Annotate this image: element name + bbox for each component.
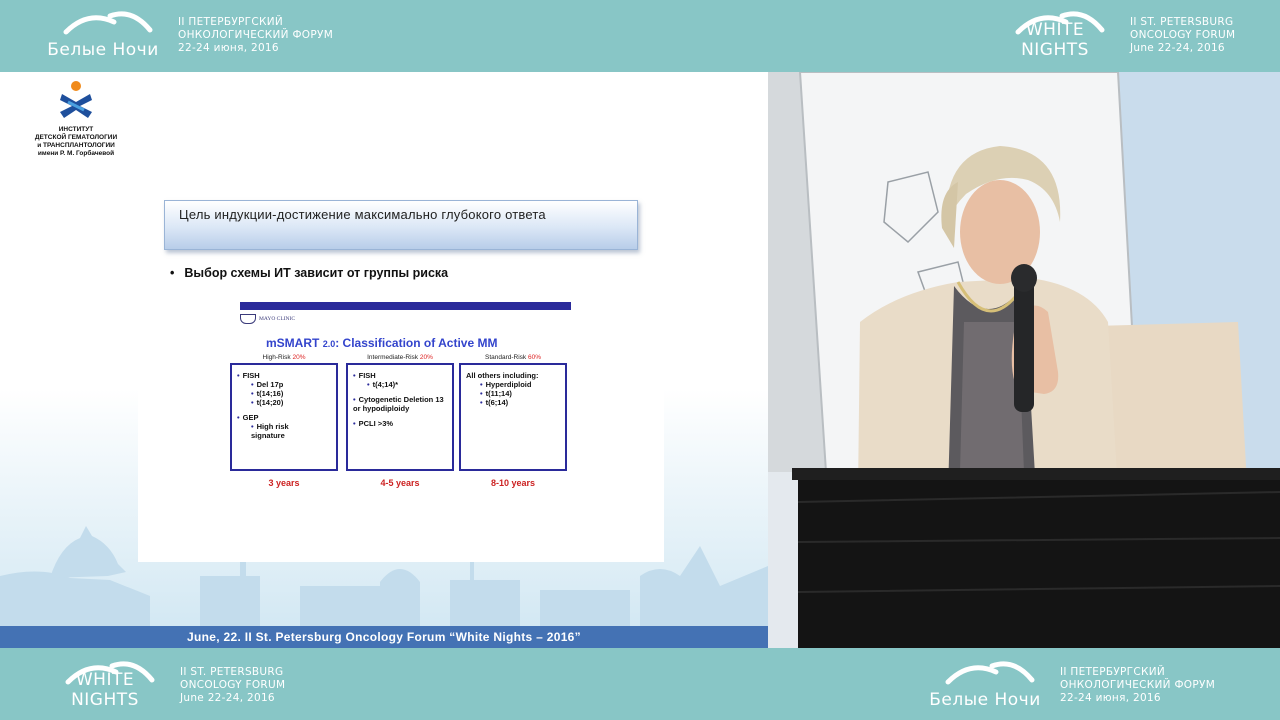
logo-belye-nochi-top [38, 6, 333, 62]
risk-header [230, 354, 338, 362]
risk-subitem-text: t(6;14) [485, 398, 509, 407]
institute-emblem-icon [54, 80, 98, 124]
risk-subitem-text: t(14;16) [256, 389, 284, 398]
risk-header [346, 354, 454, 362]
risk-subitem-text: t(4;14)* [372, 380, 399, 389]
risk-box [230, 363, 338, 471]
risk-subitem-text: Del 17p [256, 380, 284, 389]
logo-line: ОНКОЛОГИЧЕСКИЙ ФОРУМ [1060, 679, 1216, 691]
logo-white-nights-top [990, 6, 1235, 62]
risk-subitem: • t(11;14) [480, 389, 512, 398]
risk-subitem-text: t(11;14) [485, 389, 512, 398]
risk-column-high [230, 354, 338, 488]
slide-content [138, 200, 664, 562]
logo-brand: WHITE NIGHTS [71, 670, 139, 710]
institute-logo [20, 80, 132, 158]
risk-subitem: • Hyperdiploid [480, 380, 532, 389]
risk-subitem: • t(14;20) [251, 398, 284, 407]
bullet-item: • Выбор схемы ИТ зависит от группы риска [170, 266, 449, 280]
wave-icon [38, 6, 168, 42]
risk-subitem: • t(14;16) [251, 389, 284, 398]
logo-mark [990, 6, 1120, 62]
risk-header [459, 354, 567, 362]
logo-info [180, 666, 285, 705]
risk-item: • FISH [237, 371, 260, 380]
figure-title-main: mSMART [266, 336, 320, 350]
logo-info [178, 16, 333, 55]
logo-brand: Белые Ночи [47, 40, 159, 60]
risk-item-text: GEP [242, 413, 259, 422]
speaker-illustration-icon [768, 72, 1280, 648]
top-banner [0, 0, 1280, 72]
risk-pct: 60% [527, 354, 541, 361]
logo-mark [40, 656, 170, 712]
figure-title-version: 2.0 [322, 339, 336, 349]
logo-line: II ST. PETERSBURG [1130, 16, 1234, 28]
wave-icon [920, 656, 1050, 692]
logo-info [1130, 16, 1235, 55]
institute-line: ИНСТИТУТ [58, 126, 94, 133]
goal-text: Цель индукции-достижение максимально глубокого ответа [179, 207, 546, 222]
logo-mark [920, 656, 1050, 712]
risk-subitem [237, 431, 331, 440]
goal-box [164, 200, 638, 250]
risk-item: • GEP [237, 413, 259, 422]
risk-pct: 20% [292, 354, 306, 361]
risk-item [466, 371, 560, 380]
risk-subitem-text: signature [251, 431, 285, 440]
logo-line: June 22-24, 2016 [180, 692, 275, 704]
logo-brand: Белые Ночи [929, 690, 1041, 710]
logo-belye-nochi-bottom [920, 656, 1215, 712]
risk-item-text: All others including: [466, 371, 539, 380]
forum-footer-bar: June, 22. II St. Petersburg Oncology Forum “White Nights – 2016” [0, 626, 768, 648]
logo-line: II ST. PETERSBURG [180, 666, 284, 678]
risk-years: 3 years [268, 478, 300, 488]
logo-line: ONCOLOGY FORUM [1130, 29, 1236, 41]
risk-item: • Cytogenetic Deletion 13 or hypodiploidy [353, 395, 444, 413]
figure-title-rest: : Classification of Active MM [335, 336, 498, 350]
logo-line: ОНКОЛОГИЧЕСКИЙ ФОРУМ [178, 29, 334, 41]
risk-item-text: Cytogenetic Deletion 13 or hypodiploidy [353, 395, 444, 413]
logo-mark [38, 6, 168, 62]
mayo-clinic-logo [240, 314, 295, 324]
msmart-figure [230, 302, 575, 517]
logo-line: II ПЕТЕРБУРГСКИЙ [178, 16, 284, 28]
risk-subitem: • Del 17p [251, 380, 284, 389]
mayo-text: MAYO CLINIC [259, 316, 296, 322]
logo-line: June 22-24, 2016 [1130, 42, 1225, 54]
risk-subitem-text: High risk [256, 422, 289, 431]
logo-info [1060, 666, 1215, 705]
risk-subitem: • t(4;14)* [367, 380, 399, 389]
risk-item-text: FISH [358, 371, 376, 380]
risk-item: • FISH [353, 371, 376, 380]
mayo-shield-icon [240, 314, 256, 324]
bullet-text: Выбор схемы ИТ зависит от группы риска [184, 266, 449, 280]
risk-subitem: • High risk [251, 422, 289, 431]
logo-white-nights-bottom [40, 656, 285, 712]
logo-line: 22-24 июня, 2016 [1060, 692, 1161, 704]
risk-subitem-text: Hyperdiploid [485, 380, 532, 389]
figure-top-bar [240, 302, 571, 310]
risk-subitem: • t(6;14) [480, 398, 509, 407]
risk-column-intermediate [346, 354, 454, 488]
bottom-banner [0, 648, 1280, 720]
risk-item-text: PCLI >3% [358, 419, 394, 428]
risk-subitem-text: t(14;20) [256, 398, 284, 407]
risk-item: • PCLI >3% [353, 419, 394, 428]
institute-name [20, 126, 132, 158]
risk-box [459, 363, 567, 471]
speaker-video [768, 72, 1280, 648]
logo-brand: WHITE NIGHTS [1021, 20, 1089, 60]
risk-years: 4-5 years [380, 478, 420, 488]
institute-line: ДЕТСКОЙ ГЕМАТОЛОГИИ [34, 134, 118, 141]
logo-line: II ПЕТЕРБУРГСКИЙ [1060, 666, 1166, 678]
risk-label: Intermediate-Risk [367, 354, 419, 361]
risk-years: 8-10 years [490, 478, 536, 488]
institute-line: имени Р. М. Горбачевой [37, 150, 115, 157]
risk-label: High-Risk [262, 354, 291, 361]
figure-title [266, 336, 497, 350]
risk-box [346, 363, 454, 471]
risk-column-standard [459, 354, 567, 488]
institute-line: и ТРАНСПЛАНТОЛОГИИ [37, 142, 115, 149]
logo-line: ONCOLOGY FORUM [180, 679, 286, 691]
risk-item-text: FISH [242, 371, 260, 380]
risk-label: Standard-Risk [484, 354, 527, 361]
logo-line: 22-24 июня, 2016 [178, 42, 279, 54]
risk-pct: 20% [419, 354, 433, 361]
presentation-slide-area [0, 72, 768, 648]
